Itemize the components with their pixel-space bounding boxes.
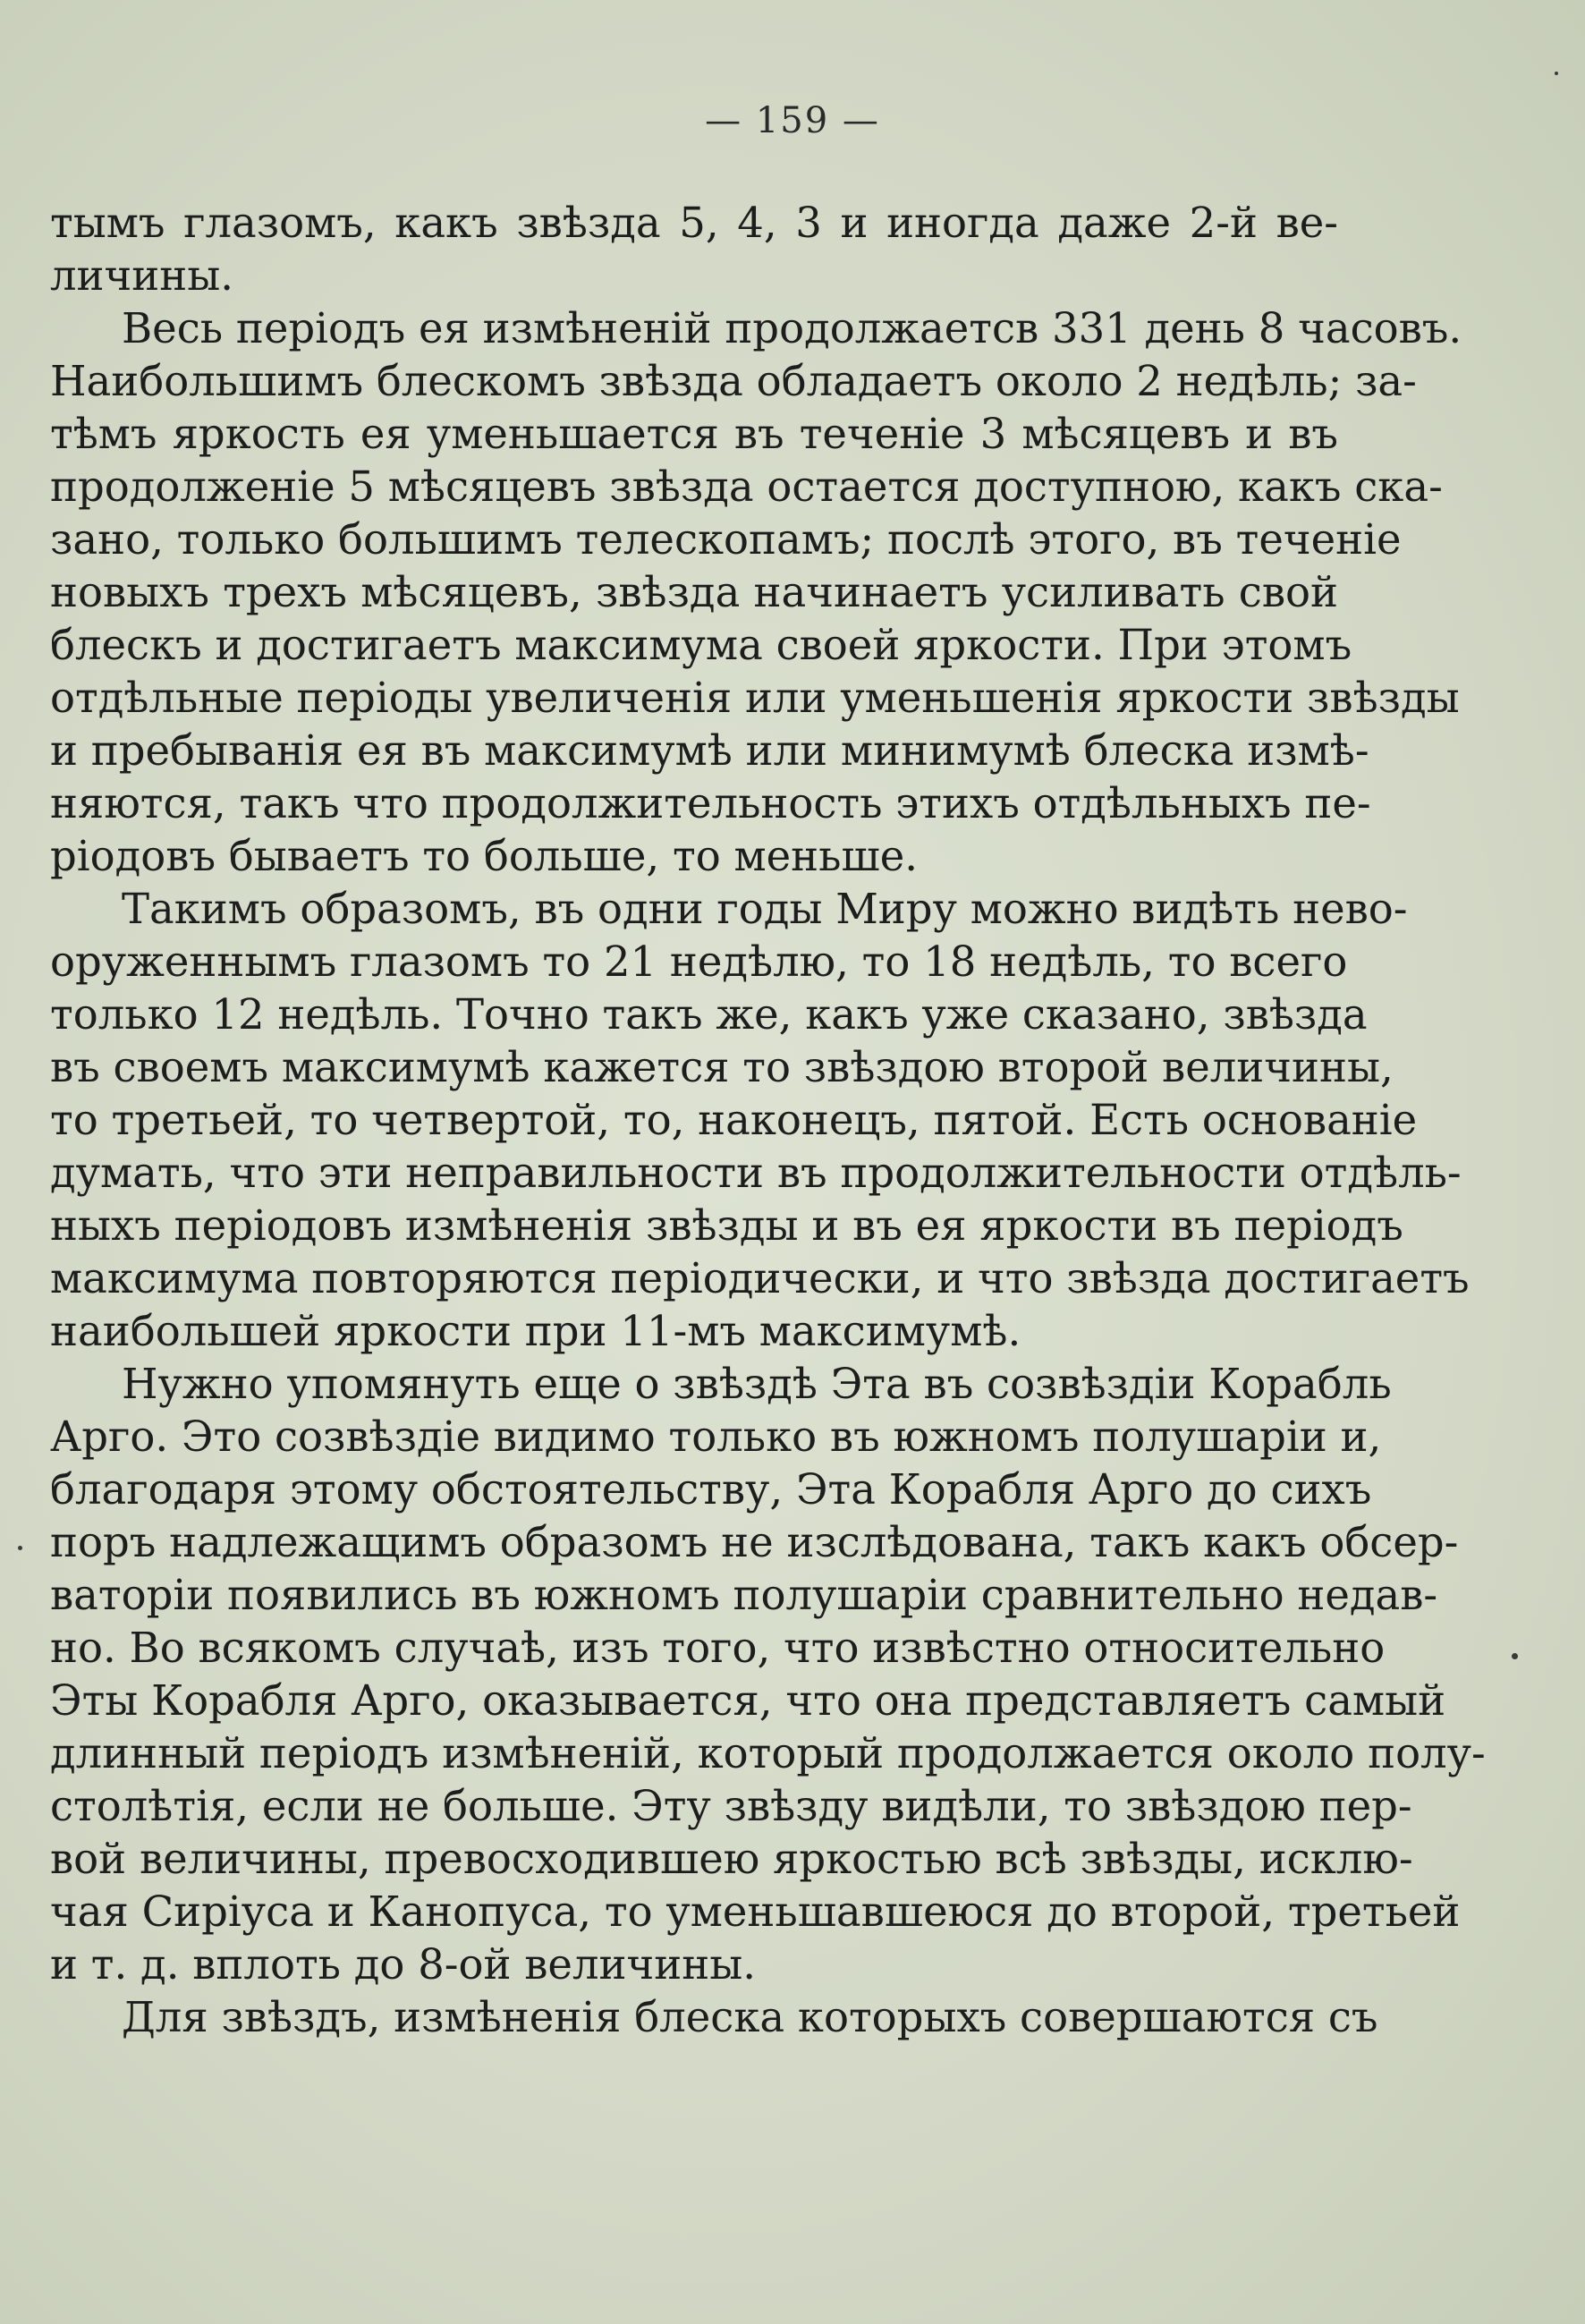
text-line: Весь періодъ ея измѣненій продолжаетсв 331 день 8 часовъ. — [122, 304, 1462, 352]
text-line: ріодовъ бываетъ то больше, то меньше. — [50, 832, 919, 880]
text-line: оруженнымъ глазомъ то 21 недѣлю, то 18 недѣль, то всего — [50, 937, 1348, 986]
text-line: то третьей, то четвертой, то, наконецъ, пятой. Есть основаніе — [50, 1096, 1418, 1144]
text-line: длинный періодъ измѣненій, который продолжается около полу- — [50, 1729, 1486, 1777]
text-line: и т. д. вплоть до 8-ой величины. — [50, 1940, 757, 1989]
body-text — [50, 197, 1486, 2044]
text-line: и пребыванія ея въ максимумѣ или минимумѣ блеска измѣ- — [50, 726, 1369, 775]
text-line: но. Во всякомъ случаѣ, изъ того, что извѣстно относительно — [50, 1624, 1386, 1672]
text-line: столѣтія, если не больше. Эту звѣзду видѣли, то звѣздою пер- — [50, 1782, 1412, 1830]
text-line: вой величины, превосходившею яркостью всѣ звѣзды, исклю- — [50, 1835, 1413, 1883]
text-line: наибольшей яркости при 11-мъ максимумѣ. — [50, 1307, 1021, 1355]
text-line: Для звѣздъ, измѣненія блеска которыхъ совершаются съ — [122, 1993, 1378, 2041]
text-line: тѣмъ яркость ея уменьшается въ теченіе 3 мѣсяцевъ и въ — [50, 410, 1338, 458]
text-line: Эты Корабля Арго, оказывается, что она представляетъ самый — [50, 1676, 1446, 1725]
text-line: чая Сиріуса и Канопуса, то уменьшавшеюся до второй, третьей — [50, 1887, 1461, 1936]
text-line: Арго. Это созвѣздіе видимо только въ южномъ полушаріи и, — [50, 1412, 1382, 1461]
text-line: Наибольшимъ блескомъ звѣзда обладаетъ около 2 недѣль; за- — [50, 357, 1417, 405]
text-line: продолженіе 5 мѣсяцевъ звѣзда остается доступною, какъ ска- — [50, 462, 1443, 511]
text-line: блескъ и достигаетъ максимума своей яркости. При этомъ — [50, 621, 1352, 669]
text-line: думать, что эти неправильности въ продолжительности отдѣль- — [50, 1149, 1462, 1197]
text-line: максимума повторяются періодически, и что звѣзда достигаетъ — [50, 1254, 1470, 1302]
text-line: ныхъ періодовъ измѣненія звѣзды и въ ея яркости въ періодъ — [50, 1201, 1403, 1250]
text-line: зано, только большимъ телескопамъ; послѣ этого, въ теченіе — [50, 515, 1402, 564]
text-line: только 12 недѣль. Точно такъ же, какъ уже сказано, звѣзда — [50, 990, 1368, 1039]
text-line: отдѣльные періоды увеличенія или уменьшенія яркости звѣзды — [50, 674, 1460, 722]
print-speck — [1512, 1653, 1518, 1659]
text-line: личины. — [50, 251, 234, 300]
text-line: тымъ глазомъ, какъ звѣзда 5, 4, 3 и иногда даже 2-й ве- — [50, 199, 1338, 247]
text-line: няются, такъ что продолжительность этихъ отдѣльныхъ пе- — [50, 779, 1371, 827]
text-line: благодаря этому обстоятельству, Эта Корабля Арго до сихъ — [50, 1465, 1372, 1514]
text-line: въ своемъ максимумѣ кажется то звѣздою второй величины, — [50, 1043, 1394, 1091]
text-line: Нужно упомянуть еще о звѣздѣ Эта въ созвѣздіи Корабль — [122, 1360, 1392, 1408]
page-number: — 159 — — [705, 100, 880, 141]
text-line: новыхъ трехъ мѣсяцевъ, звѣзда начинаетъ усиливать свой — [50, 568, 1338, 616]
print-speck — [1555, 72, 1558, 75]
text-line: поръ надлежащимъ образомъ не изслѣдована, такъ какъ обсер- — [50, 1518, 1459, 1566]
print-speck — [18, 1546, 22, 1550]
text-line: Такимъ образомъ, въ одни годы Миру можно видѣть нево- — [122, 885, 1408, 933]
text-line: ваторіи появились въ южномъ полушаріи сравнительно недав- — [50, 1571, 1438, 1619]
